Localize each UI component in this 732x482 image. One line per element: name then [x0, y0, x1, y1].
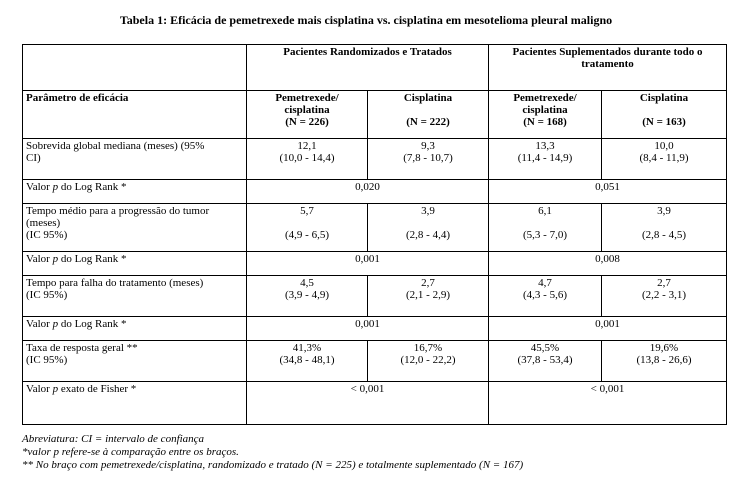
col-header-line: (N = 222) — [406, 116, 450, 128]
row-progression — [23, 204, 727, 252]
ci-value: (5,3 - 7,0) — [523, 229, 567, 241]
value: 13,3 — [535, 140, 555, 152]
pvalue-supplemented: 0,001 — [489, 317, 727, 341]
ci-value: (2,2 - 3,1) — [642, 289, 686, 301]
value-cell — [247, 341, 368, 382]
pvalue-randomized: 0,020 — [247, 180, 489, 204]
row-survival — [23, 139, 727, 180]
row-response-rate — [23, 341, 727, 382]
ci-value: (34,8 - 48,1) — [279, 354, 335, 366]
col-header-line: (N = 226) — [285, 116, 329, 128]
value-cell — [602, 276, 727, 317]
ci-value: (4,3 - 5,6) — [523, 289, 567, 301]
col-header-line: cisplatina — [284, 104, 330, 116]
col-header-line: Cisplatina — [403, 92, 453, 104]
ci-value: (2,8 - 4,5) — [642, 229, 686, 241]
value-cell — [247, 204, 368, 252]
pvalue-supplemented: 0,051 — [489, 180, 727, 204]
row-label: Valor p exato de Fisher * — [23, 382, 247, 425]
group-header-row — [23, 45, 727, 91]
value: 4,7 — [538, 277, 552, 289]
row-label-line: (IC 95%) — [26, 289, 68, 301]
table-title: Tabela 1: Eficácia de pemetrexede mais cisplatina vs. cisplatina em mesotelioma pleural maligno — [119, 13, 613, 27]
value: 2,7 — [421, 277, 435, 289]
ci-value: (10,0 - 14,4) — [279, 152, 335, 164]
row-label-line: (IC 95%) — [26, 229, 68, 241]
col-header-pem-supp — [489, 91, 602, 139]
col-header-line: (N = 163) — [642, 116, 686, 128]
pvalue-supplemented: 0,008 — [489, 252, 727, 276]
value: 6,1 — [538, 205, 552, 217]
row-label-line: Tempo para falha do tratamento (meses) — [26, 277, 204, 289]
value-cell — [489, 276, 602, 317]
row-label-line: (meses) — [26, 217, 61, 229]
row-fisher — [23, 382, 727, 425]
row-label-line: (IC 95%) — [26, 354, 68, 366]
value-cell — [489, 341, 602, 382]
ci-value: (3,9 - 4,9) — [285, 289, 329, 301]
value: 45,5% — [530, 342, 560, 354]
row-logrank — [23, 252, 727, 276]
row-label: Valor p do Log Rank * — [23, 252, 247, 276]
row-label — [23, 276, 247, 317]
group-randomized: Pacientes Randomizados e Tratados — [247, 45, 489, 91]
row-logrank — [23, 317, 727, 341]
ci-value: (2,8 - 4,4) — [406, 229, 450, 241]
pvalue-randomized: 0,001 — [247, 317, 489, 341]
value: 4,5 — [300, 277, 314, 289]
value-cell — [368, 204, 489, 252]
value-cell — [489, 204, 602, 252]
ci-value: (37,8 - 53,4) — [517, 354, 573, 366]
value: 3,9 — [657, 205, 671, 217]
col-header-line: Pemetrexede/ — [513, 92, 577, 104]
footnote: *valor p refere-se à comparação entre os braços. — [22, 446, 239, 458]
value-cell — [368, 276, 489, 317]
col-header-line: (N = 168) — [523, 116, 567, 128]
value: 10,0 — [654, 140, 674, 152]
col-header-line: Pemetrexede/ — [275, 92, 339, 104]
row-label-line: Taxa de resposta geral ** — [26, 342, 138, 354]
empty-header-cell — [23, 45, 247, 91]
col-header-line: cisplatina — [522, 104, 568, 116]
row-logrank — [23, 180, 727, 204]
value: 5,7 — [300, 205, 314, 217]
ci-value: (2,1 - 2,9) — [406, 289, 450, 301]
value-cell — [602, 204, 727, 252]
ci-value: (11,4 - 14,9) — [517, 152, 573, 164]
value-cell — [602, 341, 727, 382]
ci-value: (8,4 - 11,9) — [639, 152, 689, 164]
footnote: ** No braço com pemetrexede/cisplatina, randomizado e tratado (N = 225) e totalmente suplementado (N = 167) — [22, 459, 524, 471]
value: 41,3% — [292, 342, 322, 354]
value: 3,9 — [421, 205, 435, 217]
value-cell — [368, 139, 489, 180]
ci-value: (13,8 - 26,6) — [636, 354, 692, 366]
row-label-line: Tempo médio para a progressão do tumor — [26, 205, 210, 217]
footnote: Abreviatura: CI = intervalo de confiança — [22, 433, 205, 445]
value-cell — [247, 139, 368, 180]
row-label — [23, 139, 247, 180]
row-label — [23, 204, 247, 252]
col-header-pem-rand — [247, 91, 368, 139]
value-cell — [489, 139, 602, 180]
row-label: Valor p do Log Rank * — [23, 317, 247, 341]
efficacy-table — [22, 44, 727, 425]
param-header: Parâmetro de eficácia — [23, 91, 247, 139]
value: 9,3 — [421, 140, 435, 152]
value: 16,7% — [413, 342, 443, 354]
col-header-cis-rand — [368, 91, 489, 139]
value: 2,7 — [657, 277, 671, 289]
value-cell — [368, 341, 489, 382]
row-label-line: CI) — [26, 152, 41, 164]
col-header-cis-supp — [602, 91, 727, 139]
ci-value: (4,9 - 6,5) — [285, 229, 329, 241]
row-label — [23, 341, 247, 382]
column-header-row — [23, 91, 727, 139]
row-label: Valor p do Log Rank * — [23, 180, 247, 204]
ci-value: (7,8 - 10,7) — [403, 152, 453, 164]
value-cell — [247, 276, 368, 317]
footnotes — [22, 433, 726, 472]
row-treatment-failure — [23, 276, 727, 317]
value: 19,6% — [649, 342, 679, 354]
group-supplemented: Pacientes Suplementados durante todo o tratamento — [489, 45, 727, 91]
pvalue-randomized: < 0,001 — [247, 382, 489, 425]
pvalue-supplemented: < 0,001 — [489, 382, 727, 425]
row-label-line: Sobrevida global mediana (meses) (95% — [26, 140, 205, 152]
value: 12,1 — [297, 140, 317, 152]
ci-value: (12,0 - 22,2) — [400, 354, 456, 366]
col-header-line: Cisplatina — [639, 92, 689, 104]
pvalue-randomized: 0,001 — [247, 252, 489, 276]
value-cell — [602, 139, 727, 180]
